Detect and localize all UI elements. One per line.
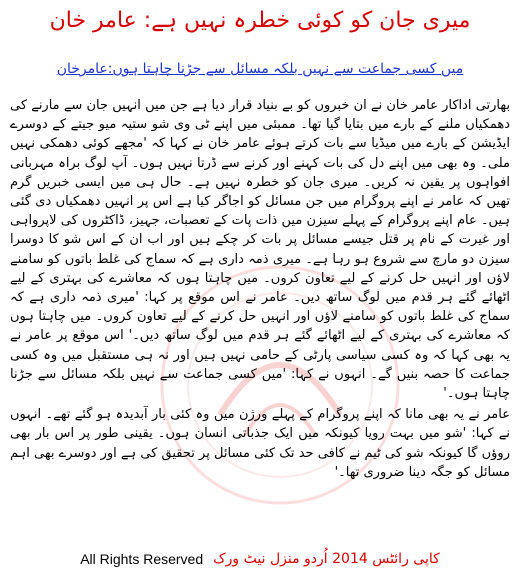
footer-rights-text: All Rights Reserved: [80, 551, 204, 567]
footer: [0, 548, 520, 570]
article-subtitle-link[interactable]: میں کسی جماعت سے نہیں بلکہ مسائل سے جڑنا چاہتا ہوں:عامرخان: [56, 61, 464, 77]
article-paragraph-1: بھارتی اداکار عامر خان نے ان خبروں کو بے بنیاد قرار دیا ہے جن میں انہیں جان سے مارنے کی دھمکیاں ملنے کے بارے میں بتایا گیا تھا۔ ممبئی میں اپنے ٹی وی شو ستیہ میو جیتے کے دوسرے ایڈیشن کے بارے میں میڈیا سے بات کرتے ہوئے عامر خان نے کہا کہ 'مجھے کوئی دھمکی نہیں ملی۔ وہ بھی میں اپنے دل کی بات کہنے اور کرنے سے ڈرتا نہیں ہوں۔ آپ لوگ براہ مہربانی افواہوں پر یقین نہ کریں۔ میری جان کو خطرہ نہیں ہے۔ حال ہی میں ایسی خبریں گرم تھیں کہ عامر نے اپنے پروگرام میں جن مسائل کو اجاگر کیا ہے اس پر انہیں دھمکیاں دی گئی ہیں۔ عام اپنے پروگرام کے پہلے سیزن میں ذات پات کے تعصبات، جہیز، ڈاکٹروں کی لاپرواہی اور غیرت کے نام پر قتل جیسے مسائل پر بات کر چکے ہیں اور اب ان کے اس شو کا دوسرا سیزن دو مارچ سے شروع ہو رہا ہے۔ میری ذمہ داری ہے کہ سماج کی غلط باتوں کو سامنے لاؤں اور انہیں حل کرنے کے لیے تعاون کروں۔ میں چاہتا ہوں کہ معاشرے کی بہتری کے لیے اٹھائے گئے ہر قدم میں لوگ ساتھ دیں۔ عامر نے اس موقع پر کہا: 'میری ذمہ داری ہے کہ سماج کی غلط باتوں کو سامنے لاؤں اور انہیں حل کرنے کے لیے تعاون کروں۔ میں چاہتا ہوں کہ معاشرے کی بہتری کے لیے اٹھائے گئے ہر قدم میں لوگ ساتھ دیں۔' اس موقع پر عامر نے یہ بھی کہا کہ وہ کسی سیاسی پارٹی کے حامی نہیں ہیں اور نہ ہی مستقبل میں وہ کسی جماعت کا حصہ بنیں گے۔ انہوں نے کہا: 'میں کسی جماعت سے نہیں بلکہ مسائل سے جڑنا چاہتا ہوں۔': [10, 98, 510, 402]
footer-copyright-text: کاپی رائٹس 2014 اُردو منزل نیٹ ورک: [213, 551, 440, 567]
article-paragraph-2: عامر نے یہ بھی مانا کہ اپنے پروگرام کے پہلے ورژن میں وہ کئی بار آبدیدہ ہو گئے تھے۔ انہوں نے کہا: 'شو میں بہت رویا کیونکہ میں ایک جذباتی انسان ہوں۔ یقینی طور پر اس بار بھی روؤں گا کیونکہ شو کی ٹیم نے کافی حد تک کئی مسائل پر تحقیق کی ہے اور دوسرے بھی اہم مسائل کو جگہ دینا ضروری تھا۔': [10, 407, 510, 480]
article-title: میری جان کو کوئی خطرہ نہیں ہے: عامر خان: [49, 8, 471, 33]
article-body: [10, 96, 510, 482]
